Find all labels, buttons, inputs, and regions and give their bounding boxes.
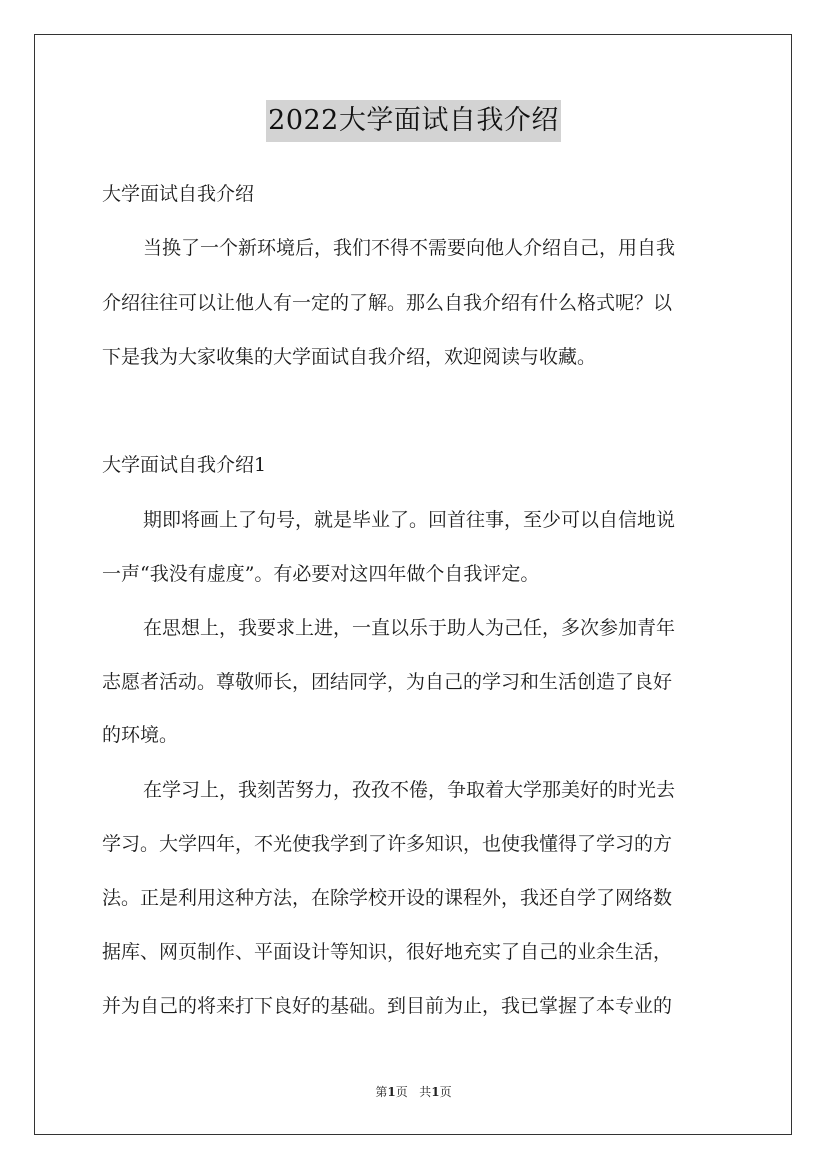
para1-line-1: 期即将画上了句号，就是毕业了。回首往事，至少可以自信地说 (143, 509, 676, 531)
para1-line-2: 一声“我没有虚度”。有必要对这四年做个自我评定。 (102, 563, 540, 585)
subtitle: 大学面试自我介绍 (102, 183, 255, 205)
para2-line-2: 志愿者活动。尊敬师长，团结同学，为自己的学习和生活创造了良好 (102, 671, 673, 693)
para3-line-2: 学习。大学四年，不光使我学到了许多知识，也使我懂得了学习的方 (102, 833, 673, 855)
total-pages: 1 (431, 1085, 440, 1099)
title-container (0, 100, 827, 142)
intro-line-1: 当换了一个新环境后，我们不得不需要向他人介绍自己，用自我 (143, 237, 676, 259)
page-footer (0, 1084, 827, 1100)
para2-line-3: 的环境。 (102, 724, 179, 746)
para3-line-5: 并为自己的将来打下良好的基础。到目前为止，我已掌握了本专业的 (102, 995, 673, 1017)
section-heading: 大学面试自我介绍1 (102, 454, 267, 476)
document-title: 2022大学面试自我介绍 (266, 100, 561, 142)
page-prefix: 第 (375, 1085, 388, 1099)
intro-line-2: 介绍往往可以让他人有一定的了解。那么自我介绍有什么格式呢？以 (102, 292, 673, 314)
intro-line-3: 下是我为大家收集的大学面试自我介绍，欢迎阅读与收藏。 (102, 346, 597, 368)
para3-line-1: 在学习上，我刻苦努力，孜孜不倦，争取着大学那美好的时光去 (143, 779, 676, 801)
page-suffix: 页 (395, 1085, 408, 1099)
para3-line-4: 据库、网页制作、平面设计等知识，很好地充实了自己的业余生活， (102, 941, 673, 963)
para3-line-3: 法。正是利用这种方法，在除学校开设的课程外，我还自学了网络数 (102, 887, 673, 909)
page-number: 1 (387, 1085, 396, 1099)
total-prefix: 共 (419, 1085, 432, 1099)
total-suffix: 页 (439, 1085, 452, 1099)
para2-line-1: 在思想上，我要求上进，一直以乐于助人为己任，多次参加青年 (143, 617, 676, 639)
